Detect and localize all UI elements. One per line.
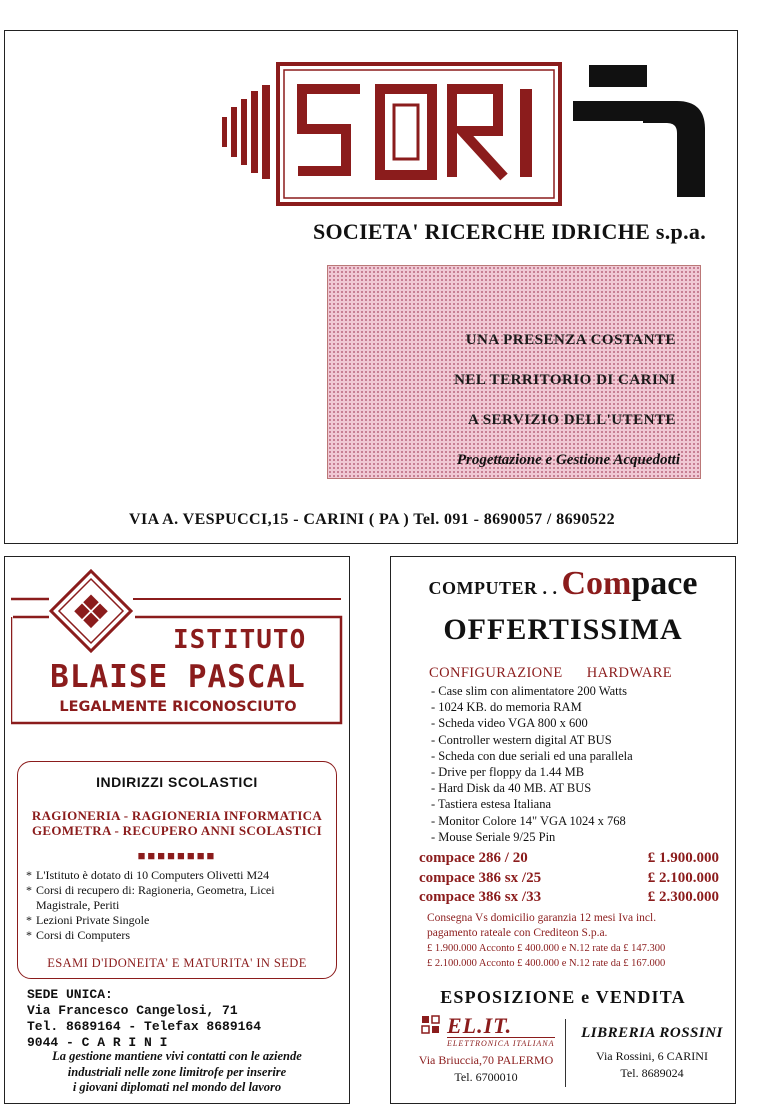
price-cell: £ 1.900.000 <box>647 850 719 866</box>
diamond-icon <box>74 595 108 629</box>
list-item: - Scheda con due seriali ed una parallela <box>431 748 633 763</box>
table-row <box>419 869 719 889</box>
libreria-phone: Tel. 8689024 <box>620 1066 684 1080</box>
elit-logo <box>411 1013 569 1049</box>
list-item: - 1024 KB. do memoria RAM <box>431 700 582 715</box>
brand-pace: pace <box>631 565 698 602</box>
model-cell: compace 386 sx /25 <box>419 869 542 886</box>
list-item: * Corsi di Computers <box>26 928 330 943</box>
elit-phone: Tel. 6700010 <box>454 1070 518 1084</box>
elit-mark-icon <box>421 1015 441 1035</box>
vertical-divider <box>565 1019 566 1087</box>
addresses-box <box>17 761 337 979</box>
spec-list <box>431 683 633 845</box>
istituto-title: ISTITUTO <box>173 625 307 655</box>
divider-dots: ■■■■■■■■ <box>137 848 217 863</box>
libreria-name: LIBRERIA ROSSINI <box>581 1025 723 1041</box>
tagline-line-2: NEL TERRITORIO DI CARINI <box>454 372 676 388</box>
compace-advertisement <box>390 556 736 1104</box>
libreria-street: Via Rossini, 6 CARINI <box>596 1049 708 1063</box>
condition-line: £ 2.100.000 Acconto £ 400.000 e N.12 rate da £ 167.000 <box>427 958 666 969</box>
model-cell: compace 286 / 20 <box>419 850 528 866</box>
company-name: SOCIETA' RICERCHE IDRICHE s.p.a. <box>312 219 706 244</box>
tagline-panel <box>327 265 701 479</box>
libreria-address <box>567 1048 737 1082</box>
sede-line: 9044 - C A R I N I <box>27 1035 168 1050</box>
feature-list <box>26 868 330 943</box>
list-item: - Monitor Colore 14" VGA 1024 x 768 <box>431 813 626 828</box>
addresses-title: INDIRIZZI SCOLASTICI <box>96 774 258 790</box>
tagline-line-3: A SERVIZIO DELL'UTENTE <box>467 412 676 428</box>
sede-line: SEDE UNICA: <box>27 987 113 1002</box>
model-cell: compace 386 sx /33 <box>419 889 542 905</box>
sori-address: VIA A. VESPUCCI,15 - CARINI ( PA ) Tel. 091 - 8690057 / 8690522 <box>129 511 615 528</box>
table-row <box>419 888 719 908</box>
elit-address <box>411 1052 561 1086</box>
config-heading: CONFIGURAZIONE HARDWARE <box>429 665 673 681</box>
management-line: industriali nelle zone limitrofe per inserire <box>67 1064 287 1079</box>
sori-emblem-icon <box>573 61 713 201</box>
offer-title: OFFERTISSIMA <box>443 613 683 646</box>
pascal-advertisement <box>4 556 350 1104</box>
price-cell: £ 2.100.000 <box>647 869 719 886</box>
tagline-line-1: UNA PRESENZA COSTANTE <box>465 332 676 348</box>
elit-street: Via Briuccia,70 PALERMO <box>418 1053 554 1067</box>
sori-logo <box>220 59 565 209</box>
management-line: i giovani diplomati nel mondo del lavoro <box>72 1080 282 1094</box>
school-name: BLAISE PASCAL <box>50 659 306 695</box>
list-item: * Lezioni Private Singole <box>26 913 330 928</box>
list-item: * L'Istituto è dotato di 10 Computers Olivetti M24 <box>26 868 330 883</box>
management-note <box>5 1049 349 1096</box>
condition-line: £ 1.900.000 Acconto £ 400.000 e N.12 rate da £ 147.300 <box>427 943 666 954</box>
condition-line: pagamento rateale con Crediteon S.p.a. <box>427 927 608 939</box>
management-line: La gestione mantiene vivi contatti con le aziende <box>52 1049 302 1063</box>
list-item: - Tastiera estesa Italiana <box>431 797 552 812</box>
list-item: - Mouse Seriale 9/25 Pin <box>431 829 556 844</box>
headquarters-address <box>27 987 261 1051</box>
list-item: - Case slim con alimentatore 200 Watts <box>431 684 627 698</box>
list-item: * Corsi di recupero di: Ragioneria, Geometra, Licei Magistrale, Periti <box>26 883 330 913</box>
payment-conditions <box>427 911 665 971</box>
elit-subtitle: ELETTRONICA ITALIANA <box>447 1039 555 1048</box>
courses-line-2: GEOMETRA - RECUPERO ANNI SCOLASTICI <box>31 823 323 838</box>
list-item: - Scheda video VGA 800 x 600 <box>431 716 588 731</box>
compace-header <box>391 565 735 603</box>
exposition-title: ESPOSIZIONE e VENDITA <box>440 987 686 1007</box>
condition-line: Consegna Vs domicilio garanzia 12 mesi Iva incl. <box>427 912 657 924</box>
sede-line: Tel. 8689164 - Telefax 8689164 <box>27 1019 262 1034</box>
exams-note: ESAMI D'IDONEITA' E MATURITA' IN SEDE <box>47 956 307 970</box>
list-item: - Hard Disk da 40 MB. AT BUS <box>431 781 592 796</box>
list-item: - Controller western digital AT BUS <box>431 732 612 747</box>
elit-name: EL.IT. <box>447 1013 513 1038</box>
legal-recognition: LEGALMENTE RICONOSCIUTO <box>59 699 297 715</box>
pascal-logo <box>11 569 345 727</box>
table-row <box>419 849 719 869</box>
sori-advertisement <box>4 30 738 544</box>
price-table <box>419 849 719 908</box>
computer-label: COMPUTER . . <box>428 578 558 598</box>
brand-com: Com <box>561 565 632 602</box>
price-cell: £ 2.300.000 <box>647 889 719 905</box>
tagline-italic: Progettazione e Gestione Acquedotti <box>456 452 680 468</box>
list-item: - Drive per floppy da 1.44 MB <box>431 765 585 780</box>
sede-line: Via Francesco Cangelosi, 71 <box>27 1003 238 1018</box>
courses-line-1: RAGIONERIA - RAGIONERIA INFORMATICA <box>31 808 323 823</box>
